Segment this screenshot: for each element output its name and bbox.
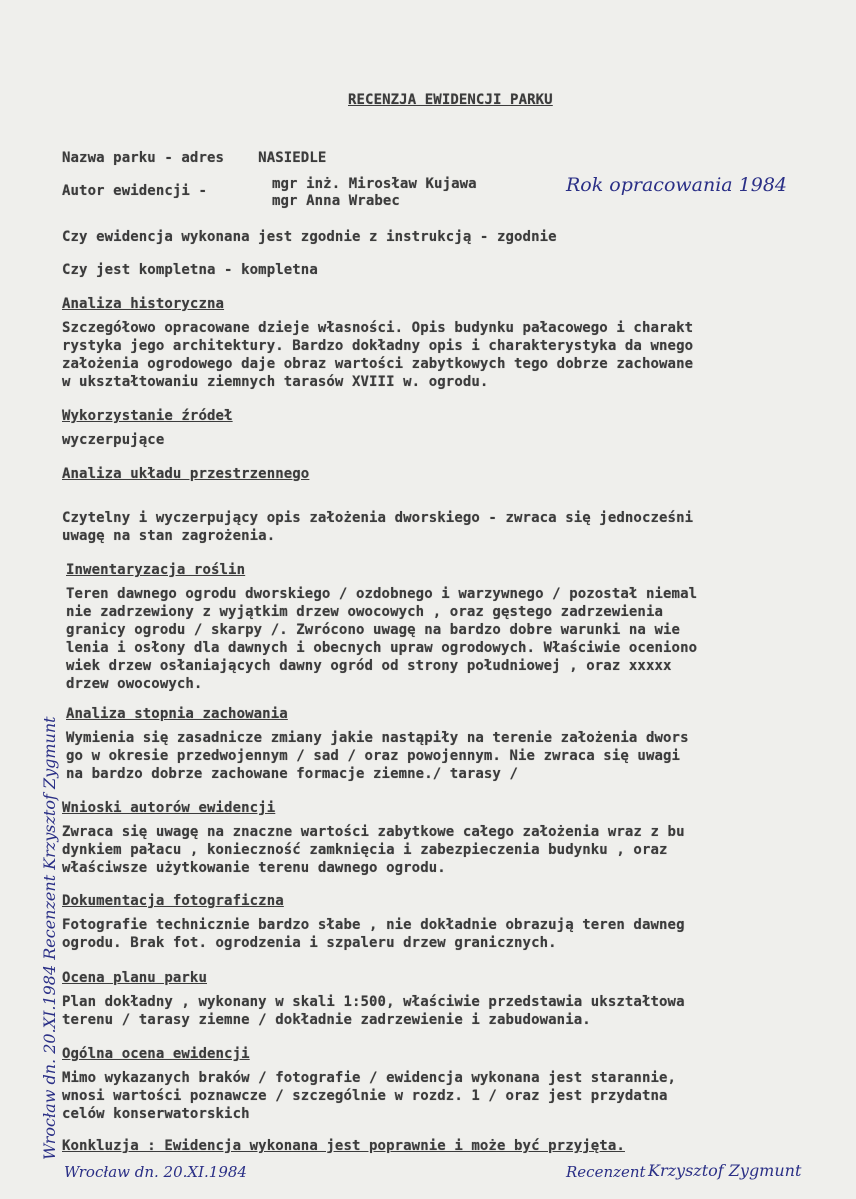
section-heading-plan: Ocena planu parku <box>62 970 207 986</box>
plants-line: drzew owocowych. <box>66 676 203 692</box>
conclusions-line: dynkiem pałacu , konieczność zamknięcia i zabezpieczenia budynku , oraz <box>62 842 668 858</box>
general-line: celów konserwatorskich <box>62 1106 250 1122</box>
conclusions-line: właściwsze użytkowanie terenu dawnego ogrodu. <box>62 860 446 876</box>
plants-line: wiek drzew osłaniających dawny ogród od strony południowej , oraz xxxxx <box>66 658 672 674</box>
historical-line: Szczegółowo opracowane dzieje własności. Opis budynku pałacowego i charakt <box>62 320 694 336</box>
conclusion-line: Konkluzja : Ewidencja wykonana jest poprawnie i może być przyjęta. <box>62 1138 625 1154</box>
document-title: RECENZJA EWIDENCJI PARKU <box>348 92 553 108</box>
plants-line: granicy ogrodu / skarpy /. Zwrócono uwagę na bardzo dobre warunki na wie <box>66 622 681 638</box>
conclusions-line: Zwraca się uwagę na znaczne wartości zabytkowe całego założenia wraz z bu <box>62 824 685 840</box>
plants-line: Teren dawnego ogrodu dworskiego / ozdobnego i warzywnego / pozostał niemal <box>66 586 698 602</box>
section-heading-preservation: Analiza stopnia zachowania <box>66 706 288 722</box>
preservation-line: na bardzo dobrze zachowane formacje ziemne./ tarasy / <box>66 766 519 782</box>
plan-line: terenu / tarasy ziemne / dokładnie zadrzewienie i zabudowania. <box>62 1012 591 1028</box>
section-heading-photos: Dokumentacja fotograficzna <box>62 893 284 909</box>
spatial-line: uwagę na stan zagrożenia. <box>62 528 276 544</box>
photos-line: Fotografie technicznie bardzo słabe , nie dokładnie obrazują teren dawneg <box>62 917 685 933</box>
year-handwritten-note: Rok opracowania 1984 <box>566 174 788 196</box>
compliance-question: Czy ewidencja wykonana jest zgodnie z instrukcją - zgodnie <box>62 229 557 245</box>
section-heading-plants: Inwentaryzacja roślin <box>66 562 246 578</box>
author-2: mgr Anna Wrabec <box>272 193 400 209</box>
section-heading-historical: Analiza historyczna <box>62 296 225 312</box>
place-date-handwritten: Wrocław dn. 20.XI.1984 <box>64 1163 247 1181</box>
sources-line: wyczerpujące <box>62 432 165 448</box>
historical-line: założenia ogrodowego daje obraz wartości zabytkowych tego dobrze zachowane <box>62 356 694 372</box>
author-1: mgr inż. Mirosław Kujawa <box>272 176 477 192</box>
author-label: Autor ewidencji - <box>62 183 207 199</box>
section-heading-spatial: Analiza układu przestrzennego <box>62 466 310 482</box>
historical-line: w ukształtowaniu ziemnych tarasów XVIII w. ogrodu. <box>62 374 489 390</box>
historical-line: rystyka jego architektury. Bardzo dokładny opis i charakterystyka da wnego <box>62 338 694 354</box>
reviewer-signature: Krzysztof Zygmunt <box>648 1161 802 1180</box>
plan-line: Plan dokładny , wykonany w skali 1:500, właściwie przedstawia ukształtowa <box>62 994 685 1010</box>
completeness-question: Czy jest kompletna - kompletna <box>62 262 318 278</box>
spatial-line: Czytelny i wyczerpujący opis założenia dworskiego - zwraca się jednocześni <box>62 510 694 526</box>
section-heading-conclusions: Wnioski autorów ewidencji <box>62 800 276 816</box>
park-name-line: Nazwa parku - adres NASIEDLE <box>62 150 327 166</box>
plants-line: lenia i osłony dla dawnych i obecnych upraw ogrodowych. Właściwie oceniono <box>66 640 698 656</box>
preservation-line: Wymienia się zasadnicze zmiany jakie nastąpiły na terenie założenia dwors <box>66 730 689 746</box>
section-heading-general: Ogólna ocena ewidencji <box>62 1046 250 1062</box>
general-line: wnosi wartości poznawcze / szczególnie w rozdz. 1 / oraz jest przydatna <box>62 1088 668 1104</box>
plants-line: nie zadrzewiony z wyjątkim drzew owocowych , oraz gęstego zadrzewienia <box>66 604 664 620</box>
preservation-line: go w okresie przedwojennym / sad / oraz powojennym. Nie zwraca się uwagi <box>66 748 681 764</box>
reviewer-label-handwritten: Recenzent <box>566 1163 646 1181</box>
margin-handwritten-note: Wrocław dn. 20.XI.1984 Recenzent Krzysztof Zygmunt <box>40 716 59 1160</box>
section-heading-sources: Wykorzystanie źródeł <box>62 408 233 424</box>
general-line: Mimo wykazanych braków / fotografie / ewidencja wykonana jest starannie, <box>62 1070 677 1086</box>
photos-line: ogrodu. Brak fot. ogrodzenia i szpaleru drzew granicznych. <box>62 935 557 951</box>
